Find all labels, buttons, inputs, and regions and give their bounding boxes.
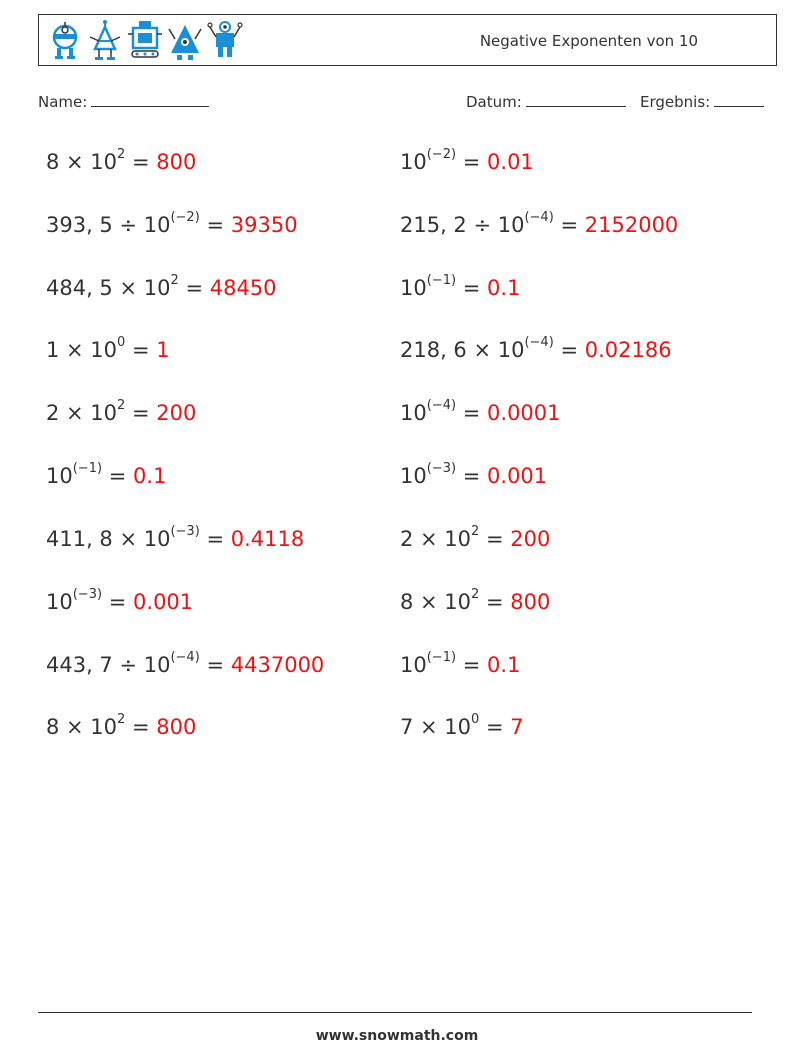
problem-right [400, 524, 551, 551]
equals-sign: = [206, 213, 225, 237]
equals-sign: = [462, 276, 481, 300]
equals-sign: = [206, 653, 225, 677]
problem-expression: 2 × 10 [46, 401, 118, 425]
problem-exponent: 2 [471, 587, 480, 602]
problem-right [400, 712, 524, 739]
equals-sign: = [185, 276, 204, 300]
problem-exponent: 2 [170, 273, 179, 288]
problem-answer: 48450 [209, 276, 277, 300]
problem-answer: 4437000 [230, 653, 325, 677]
score-blank[interactable] [714, 92, 764, 107]
problem-answer: 0.4118 [230, 527, 305, 551]
equals-sign: = [108, 590, 127, 614]
score-field[interactable] [640, 92, 764, 111]
worksheet-header [38, 14, 777, 66]
problem-answer: 0.01 [487, 150, 534, 174]
problem-left [46, 461, 167, 488]
problem-right [400, 335, 672, 362]
equals-sign: = [486, 590, 504, 614]
equals-sign: = [132, 338, 150, 362]
problem-exponent: (−2) [170, 210, 200, 225]
problem-expression: 215, 2 ÷ 10 [400, 213, 525, 237]
problem-exponent: (−1) [426, 273, 457, 288]
problem-exponent: 2 [471, 524, 480, 539]
equals-sign: = [132, 150, 150, 174]
problem-right [400, 587, 551, 614]
equals-sign: = [560, 338, 579, 362]
problem-right [400, 398, 561, 425]
equals-sign: = [462, 150, 481, 174]
robot-tank-icon [127, 19, 163, 63]
problem-right [400, 273, 521, 300]
problem-expression: 7 × 10 [400, 715, 472, 739]
footer-url[interactable]: www.snowmath.com [315, 1028, 479, 1044]
problem-left [46, 398, 197, 425]
problem-expression: 10 [400, 464, 427, 488]
problem-exponent: 2 [117, 398, 126, 413]
equals-sign: = [462, 464, 481, 488]
problem-right [400, 210, 679, 237]
problem-exponent: 0 [471, 712, 480, 727]
problem-answer: 0.001 [133, 590, 194, 614]
robot-triangle-antenna-icon [87, 19, 123, 63]
robot-arms-up-icon [207, 19, 243, 63]
equals-sign: = [206, 527, 225, 551]
problem-answer: 0.1 [133, 464, 167, 488]
problem-left [46, 273, 277, 300]
student-fields [38, 92, 770, 116]
problem-right [400, 461, 548, 488]
footer-divider [38, 1012, 752, 1013]
problem-answer: 800 [510, 590, 551, 614]
robot-pyramid-icon [167, 19, 203, 63]
problem-left [46, 524, 305, 551]
problem-exponent: (−4) [170, 650, 200, 665]
problem-left [46, 335, 170, 362]
date-field[interactable] [466, 92, 626, 111]
problem-exponent: (−3) [72, 587, 103, 602]
problem-exponent: (−1) [426, 650, 457, 665]
equals-sign: = [132, 715, 150, 739]
problem-left [46, 147, 197, 174]
problem-answer: 39350 [230, 213, 298, 237]
problem-right [400, 147, 534, 174]
problem-exponent: 2 [117, 712, 126, 727]
problem-expression: 443, 7 ÷ 10 [46, 653, 171, 677]
problem-expression: 10 [400, 653, 427, 677]
robot-round-icon [47, 19, 83, 63]
problem-expression: 10 [46, 590, 73, 614]
date-blank[interactable] [526, 92, 626, 107]
problem-answer: 800 [156, 150, 197, 174]
problem-exponent: (−4) [524, 210, 554, 225]
problem-exponent: (−4) [426, 398, 457, 413]
equals-sign: = [462, 653, 481, 677]
problem-answer: 0.1 [487, 276, 521, 300]
problem-left [46, 587, 194, 614]
equals-sign: = [486, 715, 504, 739]
problem-exponent: 2 [117, 147, 126, 162]
problem-expression: 393, 5 ÷ 10 [46, 213, 171, 237]
problem-answer: 0.1 [487, 653, 521, 677]
problem-left [46, 650, 325, 677]
equals-sign: = [108, 464, 127, 488]
equals-sign: = [132, 401, 150, 425]
problem-expression: 8 × 10 [400, 590, 472, 614]
problem-expression: 218, 6 × 10 [400, 338, 525, 362]
problem-exponent: (−4) [524, 335, 554, 350]
problem-expression: 1 × 10 [46, 338, 118, 362]
name-label: Name: [38, 93, 88, 111]
problem-expression: 8 × 10 [46, 150, 118, 174]
problem-answer: 7 [510, 715, 524, 739]
problem-expression: 10 [400, 276, 427, 300]
problem-exponent: (−3) [426, 461, 457, 476]
problem-expression: 10 [400, 401, 427, 425]
robot-icons [47, 19, 243, 63]
problem-answer: 200 [510, 527, 551, 551]
problem-left [46, 210, 298, 237]
problem-answer: 800 [156, 715, 197, 739]
worksheet-title: Negative Exponenten von 10 [479, 32, 698, 50]
problem-expression: 8 × 10 [46, 715, 118, 739]
name-field[interactable] [38, 92, 209, 111]
equals-sign: = [462, 401, 481, 425]
problem-answer: 0.02186 [584, 338, 672, 362]
problem-left [46, 712, 197, 739]
equals-sign: = [486, 527, 504, 551]
name-blank[interactable] [91, 92, 209, 107]
problem-answer: 2152000 [584, 213, 679, 237]
problem-expression: 2 × 10 [400, 527, 472, 551]
problem-answer: 0.001 [487, 464, 548, 488]
problem-exponent: (−2) [426, 147, 457, 162]
problem-right [400, 650, 521, 677]
problem-expression: 10 [400, 150, 427, 174]
date-label: Datum: [466, 93, 522, 111]
problem-exponent: (−3) [170, 524, 200, 539]
equals-sign: = [560, 213, 579, 237]
score-label: Ergebnis: [640, 93, 711, 111]
problem-answer: 1 [156, 338, 170, 362]
problem-exponent: 0 [117, 335, 126, 350]
problem-expression: 411, 8 × 10 [46, 527, 171, 551]
problem-expression: 484, 5 × 10 [46, 276, 171, 300]
problem-answer: 200 [156, 401, 197, 425]
problem-expression: 10 [46, 464, 73, 488]
problem-answer: 0.0001 [487, 401, 561, 425]
problem-exponent: (−1) [72, 461, 103, 476]
